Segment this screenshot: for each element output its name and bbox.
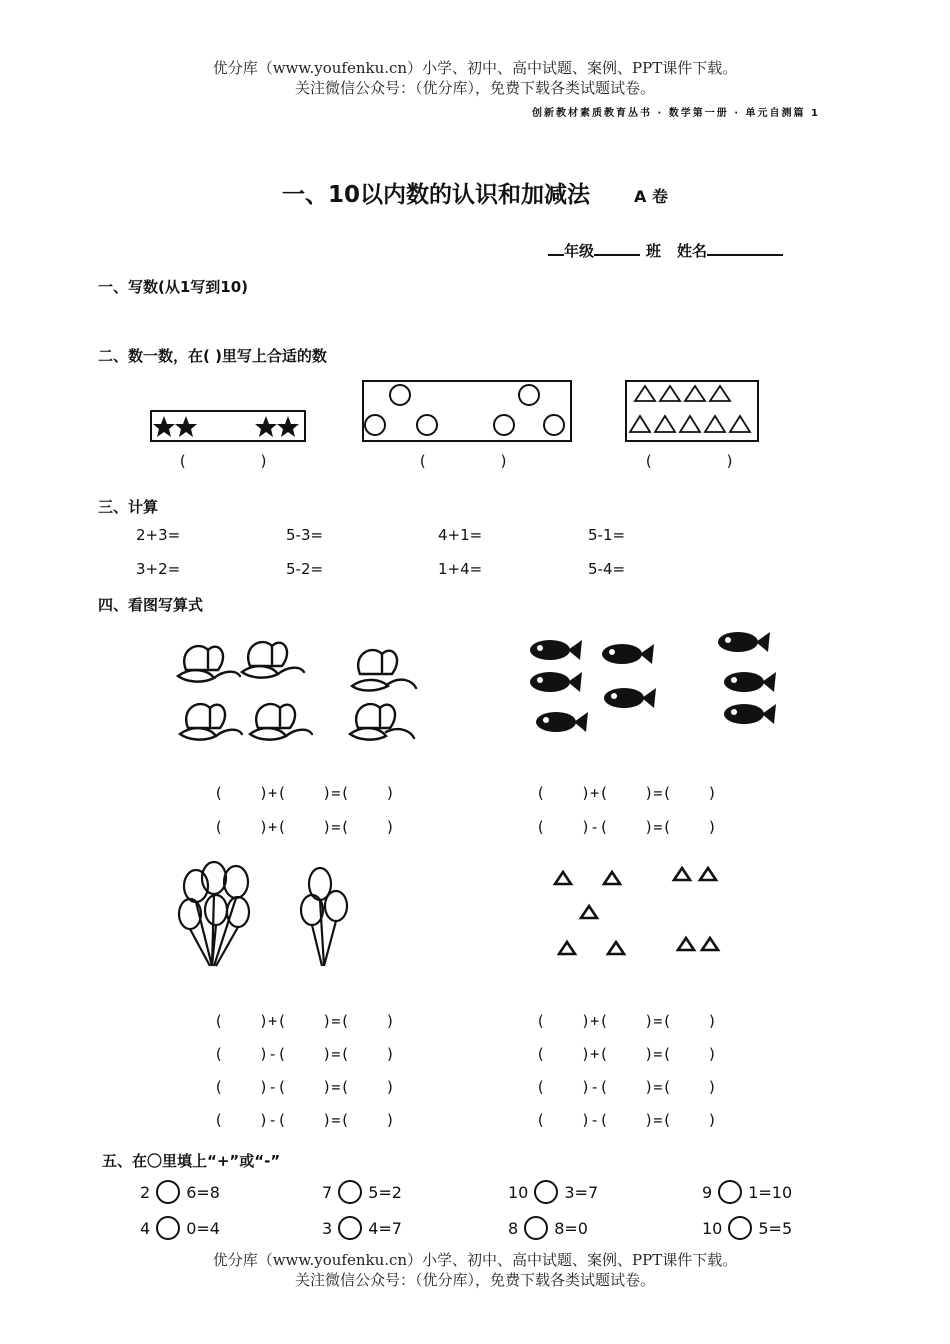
fill-op-item xyxy=(322,1216,402,1240)
section-1-heading: 一、写数(从1写到10) xyxy=(98,278,249,296)
calc-item: 2+3= xyxy=(136,526,181,544)
fill-op-item xyxy=(508,1216,588,1240)
fill-op-left: 2 xyxy=(140,1182,151,1202)
book-series-label: 创新教材素质教育丛书 · 数学第一册 · 单元自测篇 1 xyxy=(532,108,820,119)
formula-row[interactable]: ( )+( )=( ) xyxy=(536,1045,717,1063)
fill-op-right: 5=2 xyxy=(368,1182,402,1202)
fill-op-right: 3=7 xyxy=(564,1182,599,1202)
triangle-icon xyxy=(550,864,730,960)
formula-row[interactable]: ( )-( )=( ) xyxy=(214,1045,395,1063)
fill-op-left: 7 xyxy=(322,1182,333,1202)
operator-circle[interactable] xyxy=(156,1180,180,1204)
operator-circle[interactable] xyxy=(728,1216,752,1240)
section-2-heading: 二、数一数，在( )里写上合适的数 xyxy=(98,347,327,365)
grade-field[interactable] xyxy=(548,240,564,256)
fill-op-right: 6=8 xyxy=(186,1182,220,1202)
formula-row[interactable]: ( )-( )=( ) xyxy=(214,1111,395,1129)
site-footer-line1: 优分库（www.youfenku.cn）小学、初中、高中试题、案例、PPT课件下载。 xyxy=(212,1251,738,1269)
page-title xyxy=(0,176,950,209)
fill-op-left: 8 xyxy=(508,1218,519,1238)
formula-row[interactable]: ( )+( )=( ) xyxy=(214,1012,395,1030)
fill-op-item xyxy=(508,1180,598,1204)
balloon-icon xyxy=(174,862,364,970)
section-5-heading: 五、在〇里填上“+”或“-” xyxy=(102,1152,281,1170)
fill-op-right: 8=0 xyxy=(554,1218,588,1238)
site-footer-line2: 关注微信公众号：（优分库），免费下载各类试题试卷。 xyxy=(294,1271,655,1289)
calc-item: 1+4= xyxy=(438,560,483,578)
fill-op-item xyxy=(322,1180,402,1204)
triangle-icon xyxy=(625,380,759,442)
calc-item: 4+1= xyxy=(438,526,483,544)
fill-op-left: 10 xyxy=(702,1218,723,1238)
formula-row[interactable]: ( )+( )=( ) xyxy=(536,784,717,802)
class-field[interactable] xyxy=(594,240,640,256)
formula-row[interactable]: ( )-( )=( ) xyxy=(214,1078,395,1096)
formula-row[interactable]: ( )-( )=( ) xyxy=(536,818,717,836)
section-3-heading: 三、计算 xyxy=(98,498,159,516)
name-label: 姓名 xyxy=(677,242,708,260)
grade-label: 年级 xyxy=(564,242,595,260)
star-icon xyxy=(150,410,310,442)
answer-blank-triangles[interactable]: ( ) xyxy=(644,452,735,470)
title-volume: A 卷 xyxy=(634,187,668,206)
formula-row[interactable]: ( )-( )=( ) xyxy=(536,1111,717,1129)
formula-row[interactable]: ( )+( )=( ) xyxy=(214,818,395,836)
answer-blank-circles[interactable]: ( ) xyxy=(418,452,509,470)
fill-op-item xyxy=(702,1180,792,1204)
site-header-line2: 关注微信公众号：（优分库），免费下载各类试题试卷。 xyxy=(294,79,655,97)
fill-op-item xyxy=(140,1216,220,1240)
class-label: 班 xyxy=(646,242,662,260)
fish-icon xyxy=(528,630,778,742)
fill-op-left: 9 xyxy=(702,1182,713,1202)
peach-icon xyxy=(170,636,430,748)
fill-op-item xyxy=(702,1216,792,1240)
circle-icon xyxy=(362,380,572,442)
section-4-heading: 四、看图写算式 xyxy=(98,596,204,614)
operator-circle[interactable] xyxy=(338,1216,362,1240)
operator-circle[interactable] xyxy=(156,1216,180,1240)
answer-blank-stars[interactable]: ( ) xyxy=(178,452,269,470)
operator-circle[interactable] xyxy=(338,1180,362,1204)
student-info xyxy=(548,240,783,261)
calc-item: 5-3= xyxy=(286,526,324,544)
formula-row[interactable]: ( )+( )=( ) xyxy=(214,784,395,802)
operator-circle[interactable] xyxy=(718,1180,742,1204)
fill-op-left: 3 xyxy=(322,1218,333,1238)
calc-item: 5-1= xyxy=(588,526,626,544)
fill-op-right: 4=7 xyxy=(368,1218,402,1238)
title-main: 一、10以内数的认识和加减法 xyxy=(282,182,591,208)
formula-row[interactable]: ( )+( )=( ) xyxy=(536,1012,717,1030)
fill-op-left: 10 xyxy=(508,1182,529,1202)
fill-op-right: 0=4 xyxy=(186,1218,220,1238)
fill-op-right: 1=10 xyxy=(748,1182,793,1202)
formula-row[interactable]: ( )-( )=( ) xyxy=(536,1078,717,1096)
fill-op-right: 5=5 xyxy=(758,1218,793,1238)
operator-circle[interactable] xyxy=(534,1180,558,1204)
operator-circle[interactable] xyxy=(524,1216,548,1240)
fill-op-item xyxy=(140,1180,220,1204)
site-header-line1: 优分库（www.youfenku.cn）小学、初中、高中试题、案例、PPT课件下载。 xyxy=(212,59,738,77)
calc-item: 5-2= xyxy=(286,560,324,578)
fill-op-left: 4 xyxy=(140,1218,151,1238)
calc-item: 3+2= xyxy=(136,560,181,578)
calc-item: 5-4= xyxy=(588,560,626,578)
name-field[interactable] xyxy=(707,240,783,256)
